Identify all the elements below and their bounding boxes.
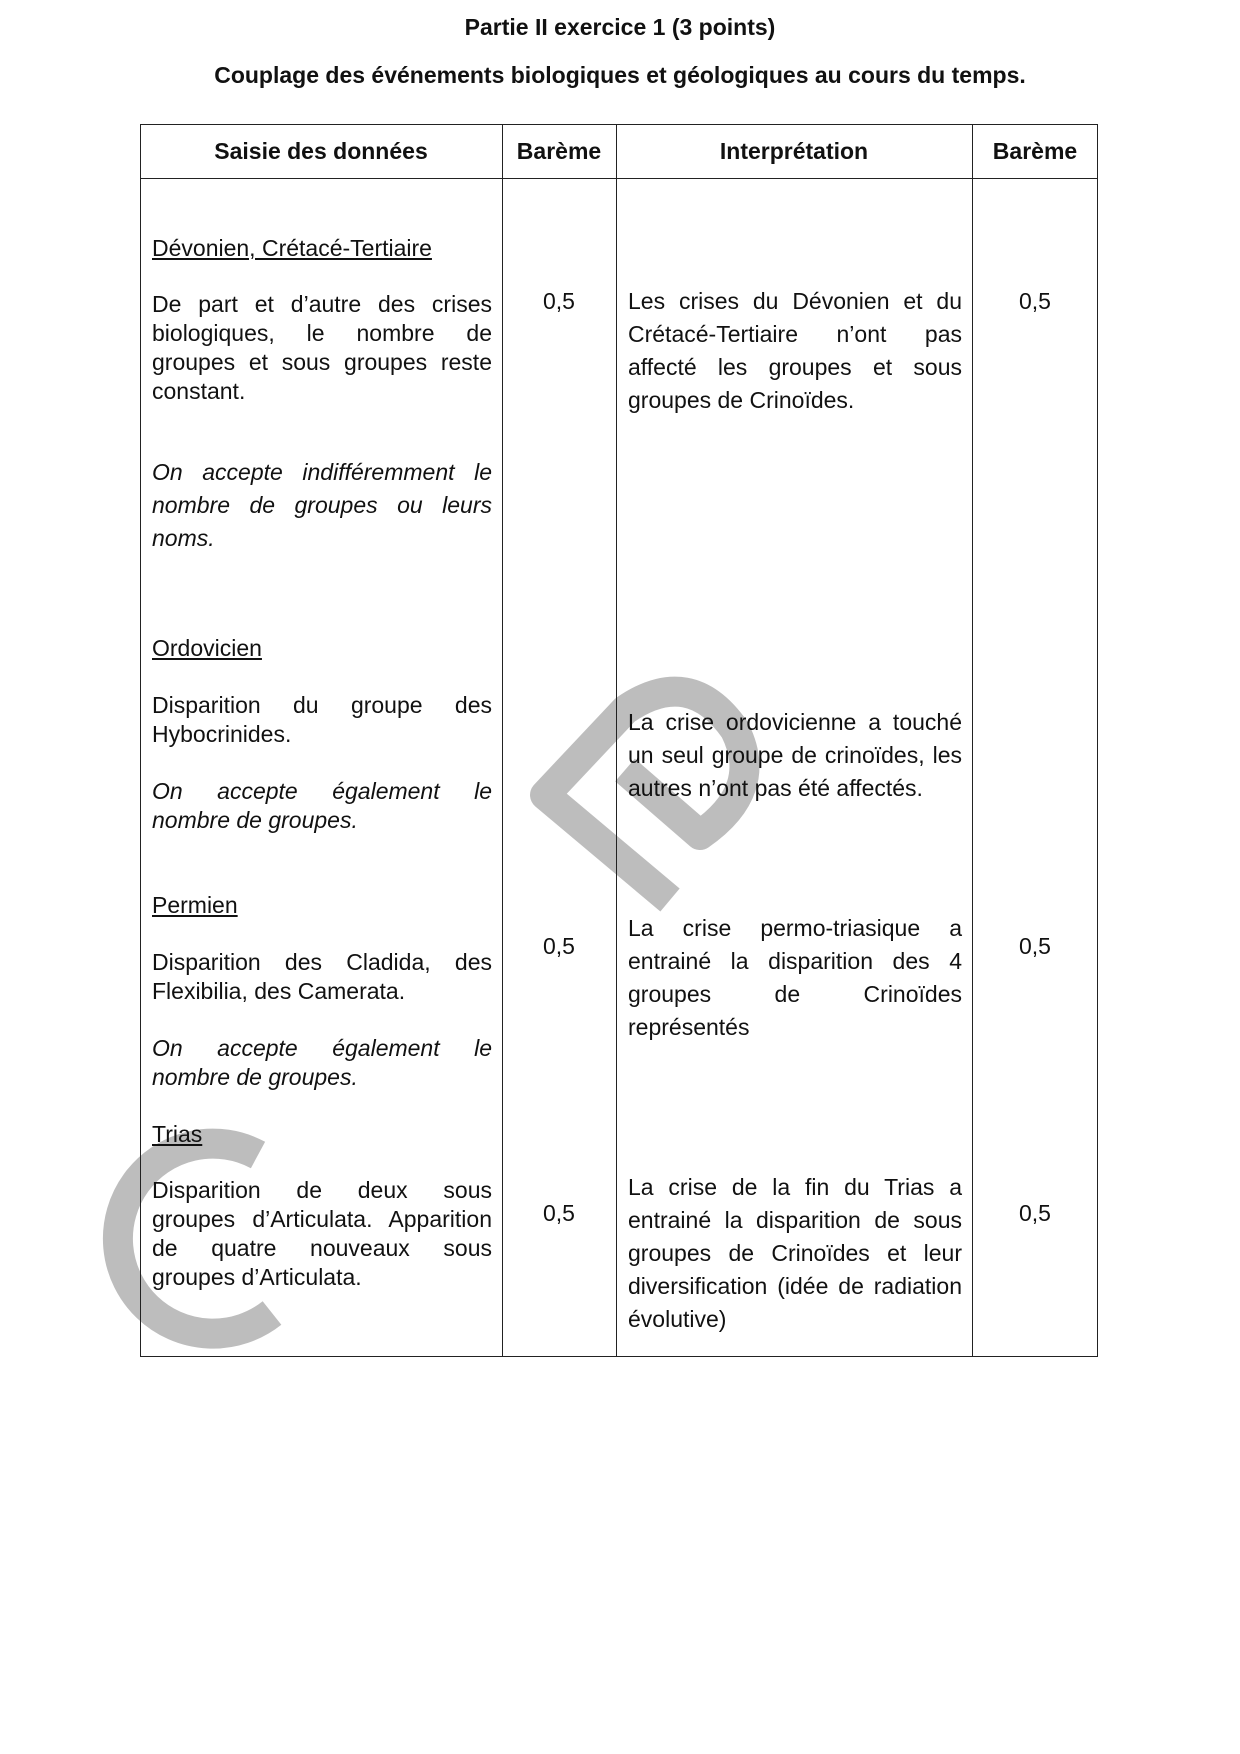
header-saisie-des-donnees: Saisie des données <box>214 137 428 164</box>
score-interp-devonien-cretace: 0,5 <box>1019 288 1051 314</box>
interpretation-trias: La crise de la fin du Trias a entrainé la disparition de sous groupes de Crinoïdes et leur diversification (idée de radiation évolutive) <box>628 1174 962 1332</box>
note-devonien-cretace: On accepte indifféremment le nombre de groupes ou leurs noms. <box>152 459 492 551</box>
score-data-permien: 0,5 <box>543 933 575 959</box>
period-label-devonien-cretace: Dévonien, Crétacé-Tertiaire <box>152 235 432 261</box>
note-ordovicien: On accepte également le nombre de groupes. <box>152 778 492 833</box>
score-interp-permien: 0,5 <box>1019 933 1051 959</box>
header-bareme-interp: Barème <box>992 137 1078 164</box>
observation-ordovicien: Disparition du groupe des Hybocrinides. <box>152 692 492 747</box>
score-data-devonien-cretace: 0,5 <box>543 288 575 314</box>
score-data-trias: 0,5 <box>543 1200 575 1226</box>
observation-devonien-cretace: De part et d’autre des crises biologiques, le nombre de groupes et sous groupes reste constant. <box>152 291 492 404</box>
header-interpretation: Interprétation <box>719 137 869 164</box>
interpretation-permien: La crise permo-triasique a entrainé la disparition des 4 groupes de Crinoïdes représentés <box>628 915 962 1040</box>
period-label-trias: Trias <box>152 1121 203 1147</box>
observation-trias: Disparition de deux sous groupes d’Articulata. Apparition de quatre nouveaux sous groupes d’Articulata. <box>152 1177 492 1290</box>
note-permien: On accepte également le nombre de groupes. <box>152 1035 492 1090</box>
table-column-divider <box>616 124 617 1357</box>
document-title-line1: Partie II exercice 1 (3 points) <box>464 14 776 40</box>
observation-permien: Disparition des Cladida, des Flexibilia, des Camerata. <box>152 949 492 1004</box>
interpretation-ordovicien: La crise ordovicienne a touché un seul groupe de crinoïdes, les autres n’ont pas été affectés. <box>628 709 962 801</box>
table-header-divider <box>140 178 1098 179</box>
period-label-ordovicien: Ordovicien <box>152 635 262 661</box>
document-title-line2: Couplage des événements biologiques et géologiques au cours du temps. <box>214 62 1026 88</box>
period-label-permien: Permien <box>152 892 238 918</box>
header-bareme-data: Barème <box>516 137 602 164</box>
interpretation-devonien-cretace: Les crises du Dévonien et du Crétacé-Tertiaire n’ont pas affecté les groupes et sous groupes de Crinoïdes. <box>628 288 962 413</box>
score-interp-trias: 0,5 <box>1019 1200 1051 1226</box>
